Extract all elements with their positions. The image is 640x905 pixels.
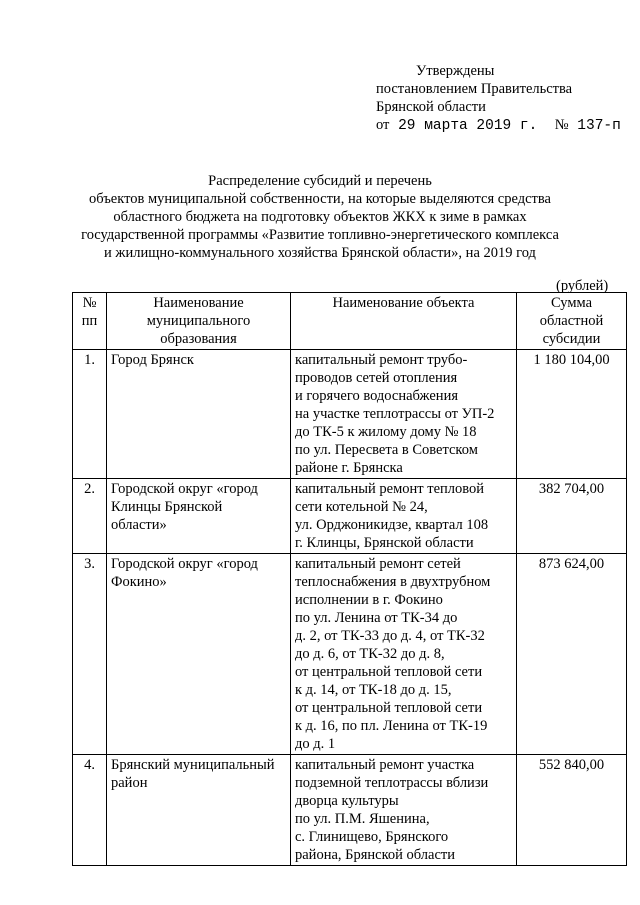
approval-block (376, 62, 621, 135)
row-sum: 1 180 104,00 (517, 350, 627, 479)
row-sum: 873 624,00 (517, 554, 627, 755)
approval-date-line (376, 116, 621, 135)
header-object: Наименование объекта (291, 293, 517, 350)
approval-line-1: Утверждены (416, 63, 495, 79)
header-sum: Сумма областной субсидии (517, 293, 627, 350)
row-object: капитальный ремонт сетей теплоснабжения в двухтрубном исполнении в г. Фокино по ул. Ленина от ТК-34 до д. 2, от ТК-33 до д. 4, от ТК-32 до д. 6, от ТК-32 до д. 8, от центральной тепловой сети к д. 14, от ТК-18 до д. 15, от центральной тепловой сети к д. 16, по пл. Ленина от ТК-19 до д. 1 (291, 554, 517, 755)
title-line-2: объектов муниципальной собственности, на которые выделяются средства (89, 191, 551, 207)
title-line-1: Распределение субсидий и перечень (208, 173, 432, 189)
row-num: 3. (73, 554, 107, 755)
header-num: № пп (73, 293, 107, 350)
table-row (73, 755, 627, 866)
row-municipality: Город Брянск (107, 350, 291, 479)
row-num: 2. (73, 479, 107, 554)
title-line-3: областного бюджета на подготовку объектов ЖКХ к зиме в рамках (113, 209, 527, 225)
currency-unit: (рублей) (556, 278, 609, 294)
table-header-row (73, 293, 627, 350)
row-num: 4. (73, 755, 107, 866)
approval-line-2: постановлением Правительства (376, 81, 573, 97)
row-object: капитальный ремонт трубо- проводов сетей отопления и горячего водоснабжения на участке теплотрассы от УП-2 до ТК-5 к жилому дому № 18 по ул. Пересвета в Советском районе г. Брянска (291, 350, 517, 479)
title-line-4: государственной программы «Развитие топливно-энергетического комплекса (81, 227, 559, 243)
approval-number: 137-п (577, 118, 621, 134)
approval-date-prefix: от (376, 117, 390, 133)
row-num: 1. (73, 350, 107, 479)
row-object: капитальный ремонт тепловой сети котельной № 24, ул. Орджоникидзе, квартал 108 г. Клинцы, Брянской области (291, 479, 517, 554)
row-municipality: Городской округ «город Клинцы Брянской области» (107, 479, 291, 554)
table-row (73, 479, 627, 554)
row-municipality: Брянский муниципальный район (107, 755, 291, 866)
approval-date: 29 марта 2019 г. (398, 118, 538, 134)
table-row (73, 554, 627, 755)
document-title (60, 172, 580, 262)
title-line-5: и жилищно-коммунального хозяйства Брянской области», на 2019 год (104, 245, 536, 261)
row-sum: 552 840,00 (517, 755, 627, 866)
row-object: капитальный ремонт участка подземной теплотрассы вблизи дворца культуры по ул. П.М. Яшенина, с. Глинищево, Брянского района, Брянской области (291, 755, 517, 866)
header-municipality: Наименование муниципального образования (107, 293, 291, 350)
approval-number-label: № (554, 117, 569, 133)
row-sum: 382 704,00 (517, 479, 627, 554)
row-municipality: Городской округ «город Фокино» (107, 554, 291, 755)
subsidy-table (72, 292, 627, 866)
table-row (73, 350, 627, 479)
approval-line-3: Брянской области (376, 99, 486, 115)
